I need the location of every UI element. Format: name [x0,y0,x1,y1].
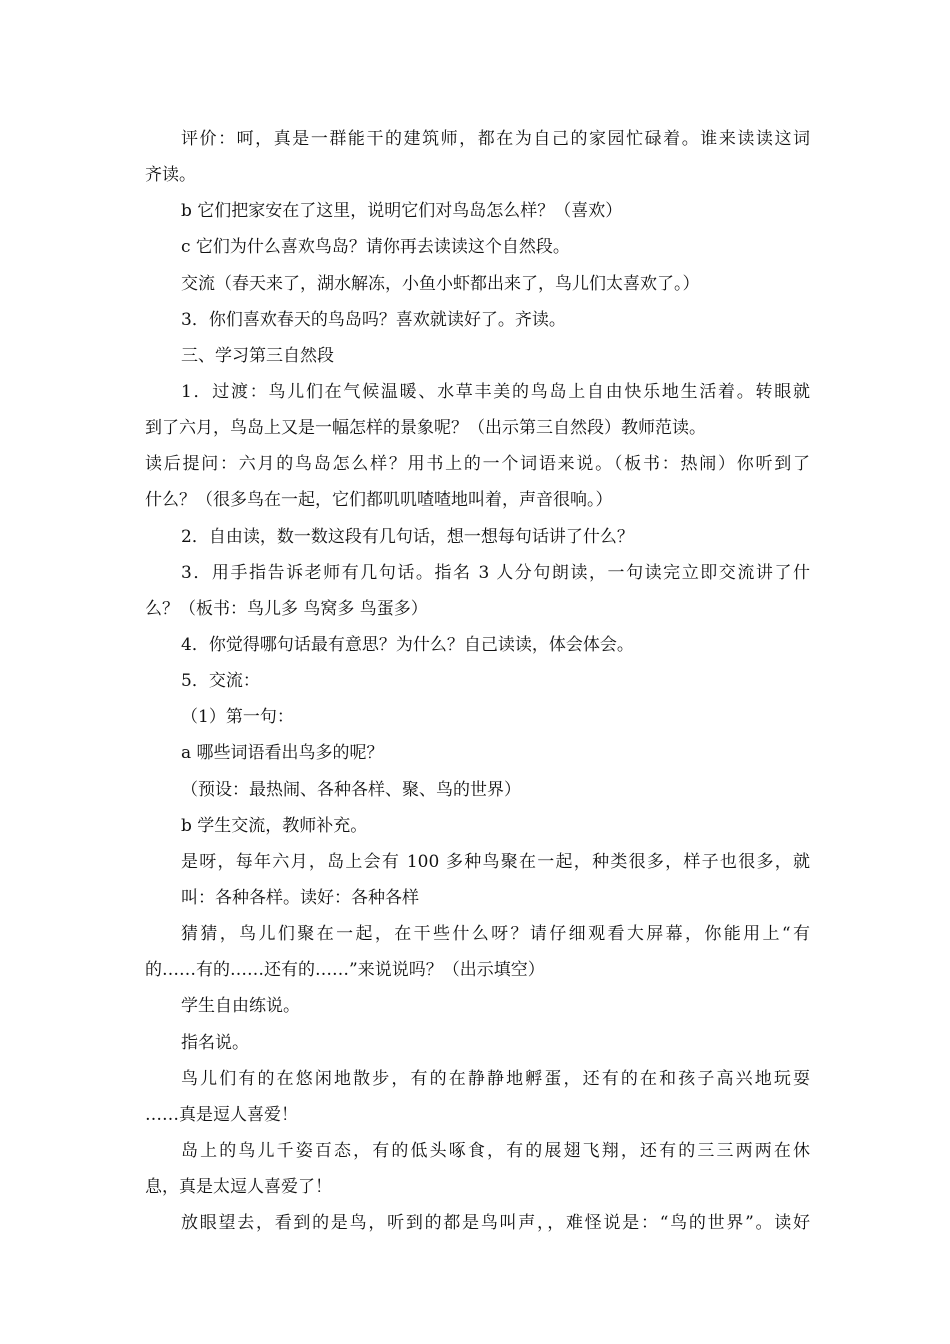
paragraph-line: 鸟儿们有的在悠闲地散步，有的在静静地孵蛋，还有的在和孩子高兴地玩耍 [181,1068,810,1089]
paragraph-line: 指名说。 [181,1032,249,1053]
paragraph-line: 到了六月，鸟岛上又是一幅怎样的景象呢？（出示第三自然段）教师范读。 [145,418,706,439]
paragraph-line: 1．过渡：鸟儿们在气候温暖、水草丰美的鸟岛上自由快乐地生活着。转眼就 [181,381,810,402]
paragraph-line: a 哪些词语看出鸟多的呢？ [181,743,384,764]
paragraph-line: 5．交流： [181,671,260,692]
paragraph-line: 读后提问：六月的鸟岛怎么样？用书上的一个词语来说。（板书：热闹）你听到了 [145,454,810,475]
paragraph-line: 什么？（很多鸟在一起，它们都叽叽喳喳地叫着，声音很响。） [145,490,613,511]
paragraph-line: 交流（春天来了，湖水解冻，小鱼小虾都出来了，鸟儿们太喜欢了。） [181,273,700,294]
paragraph-line: 评价：呵，真是一群能干的建筑师，都在为自己的家园忙碌着。谁来读读这词 [181,129,810,149]
paragraph-line: 4．你觉得哪句话最有意思？为什么？自己读读，体会体会。 [181,634,634,655]
paragraph-line: 息，真是太逗人喜爱了！ [145,1177,332,1198]
document-body [145,121,810,1241]
paragraph-line: （1）第一句： [181,707,294,728]
paragraph-line: 3．用手指告诉老师有几句话。指名 3 人分句朗读，一句读完立即交流讲了什 [181,562,810,583]
paragraph-line: c 它们为什么喜欢鸟岛？请你再去读读这个自然段。 [181,237,570,258]
paragraph-line: b 它们把家安在了这里，说明它们对鸟岛怎么样？（喜欢） [181,201,623,222]
paragraph-line: b 学生交流，教师补充。 [181,815,368,836]
paragraph-line: 3．你们喜欢春天的鸟岛吗？喜欢就读好了。齐读。 [181,309,566,330]
paragraph-line: 岛上的鸟儿千姿百态，有的低头啄食，有的展翅飞翔，还有的三三两两在休 [181,1140,810,1161]
paragraph-line: ……真是逗人喜爱！ [145,1104,298,1125]
paragraph-line: 2．自由读，数一数这段有几句话，想一想每句话讲了什么？ [181,526,634,547]
paragraph-line: 齐读。 [145,165,196,186]
paragraph-line: 的……有的……还有的……”来说说吗？（出示填空） [145,960,545,981]
paragraph-line: 猜猜，鸟儿们聚在一起，在干些什么呀？请仔细观看大屏幕，你能用上“有 [181,924,810,945]
paragraph-line: 放眼望去，看到的是鸟，听到的都是鸟叫声，，难怪说是：“鸟的世界”。读好 [181,1213,810,1234]
paragraph-line: 学生自由练说。 [181,996,300,1017]
paragraph-line: （预设：最热闹、各种各样、聚、鸟的世界） [181,779,521,800]
paragraph-line: 是呀，每年六月，岛上会有 100 多种鸟聚在一起，种类很多，样子也很多，就 [181,851,810,872]
paragraph-line: 么？（板书：鸟儿多 鸟窝多 鸟蛋多） [145,598,428,619]
section-heading: 三、学习第三自然段 [181,345,334,366]
paragraph-line: 叫：各种各样。读好：各种各样 [181,887,419,908]
